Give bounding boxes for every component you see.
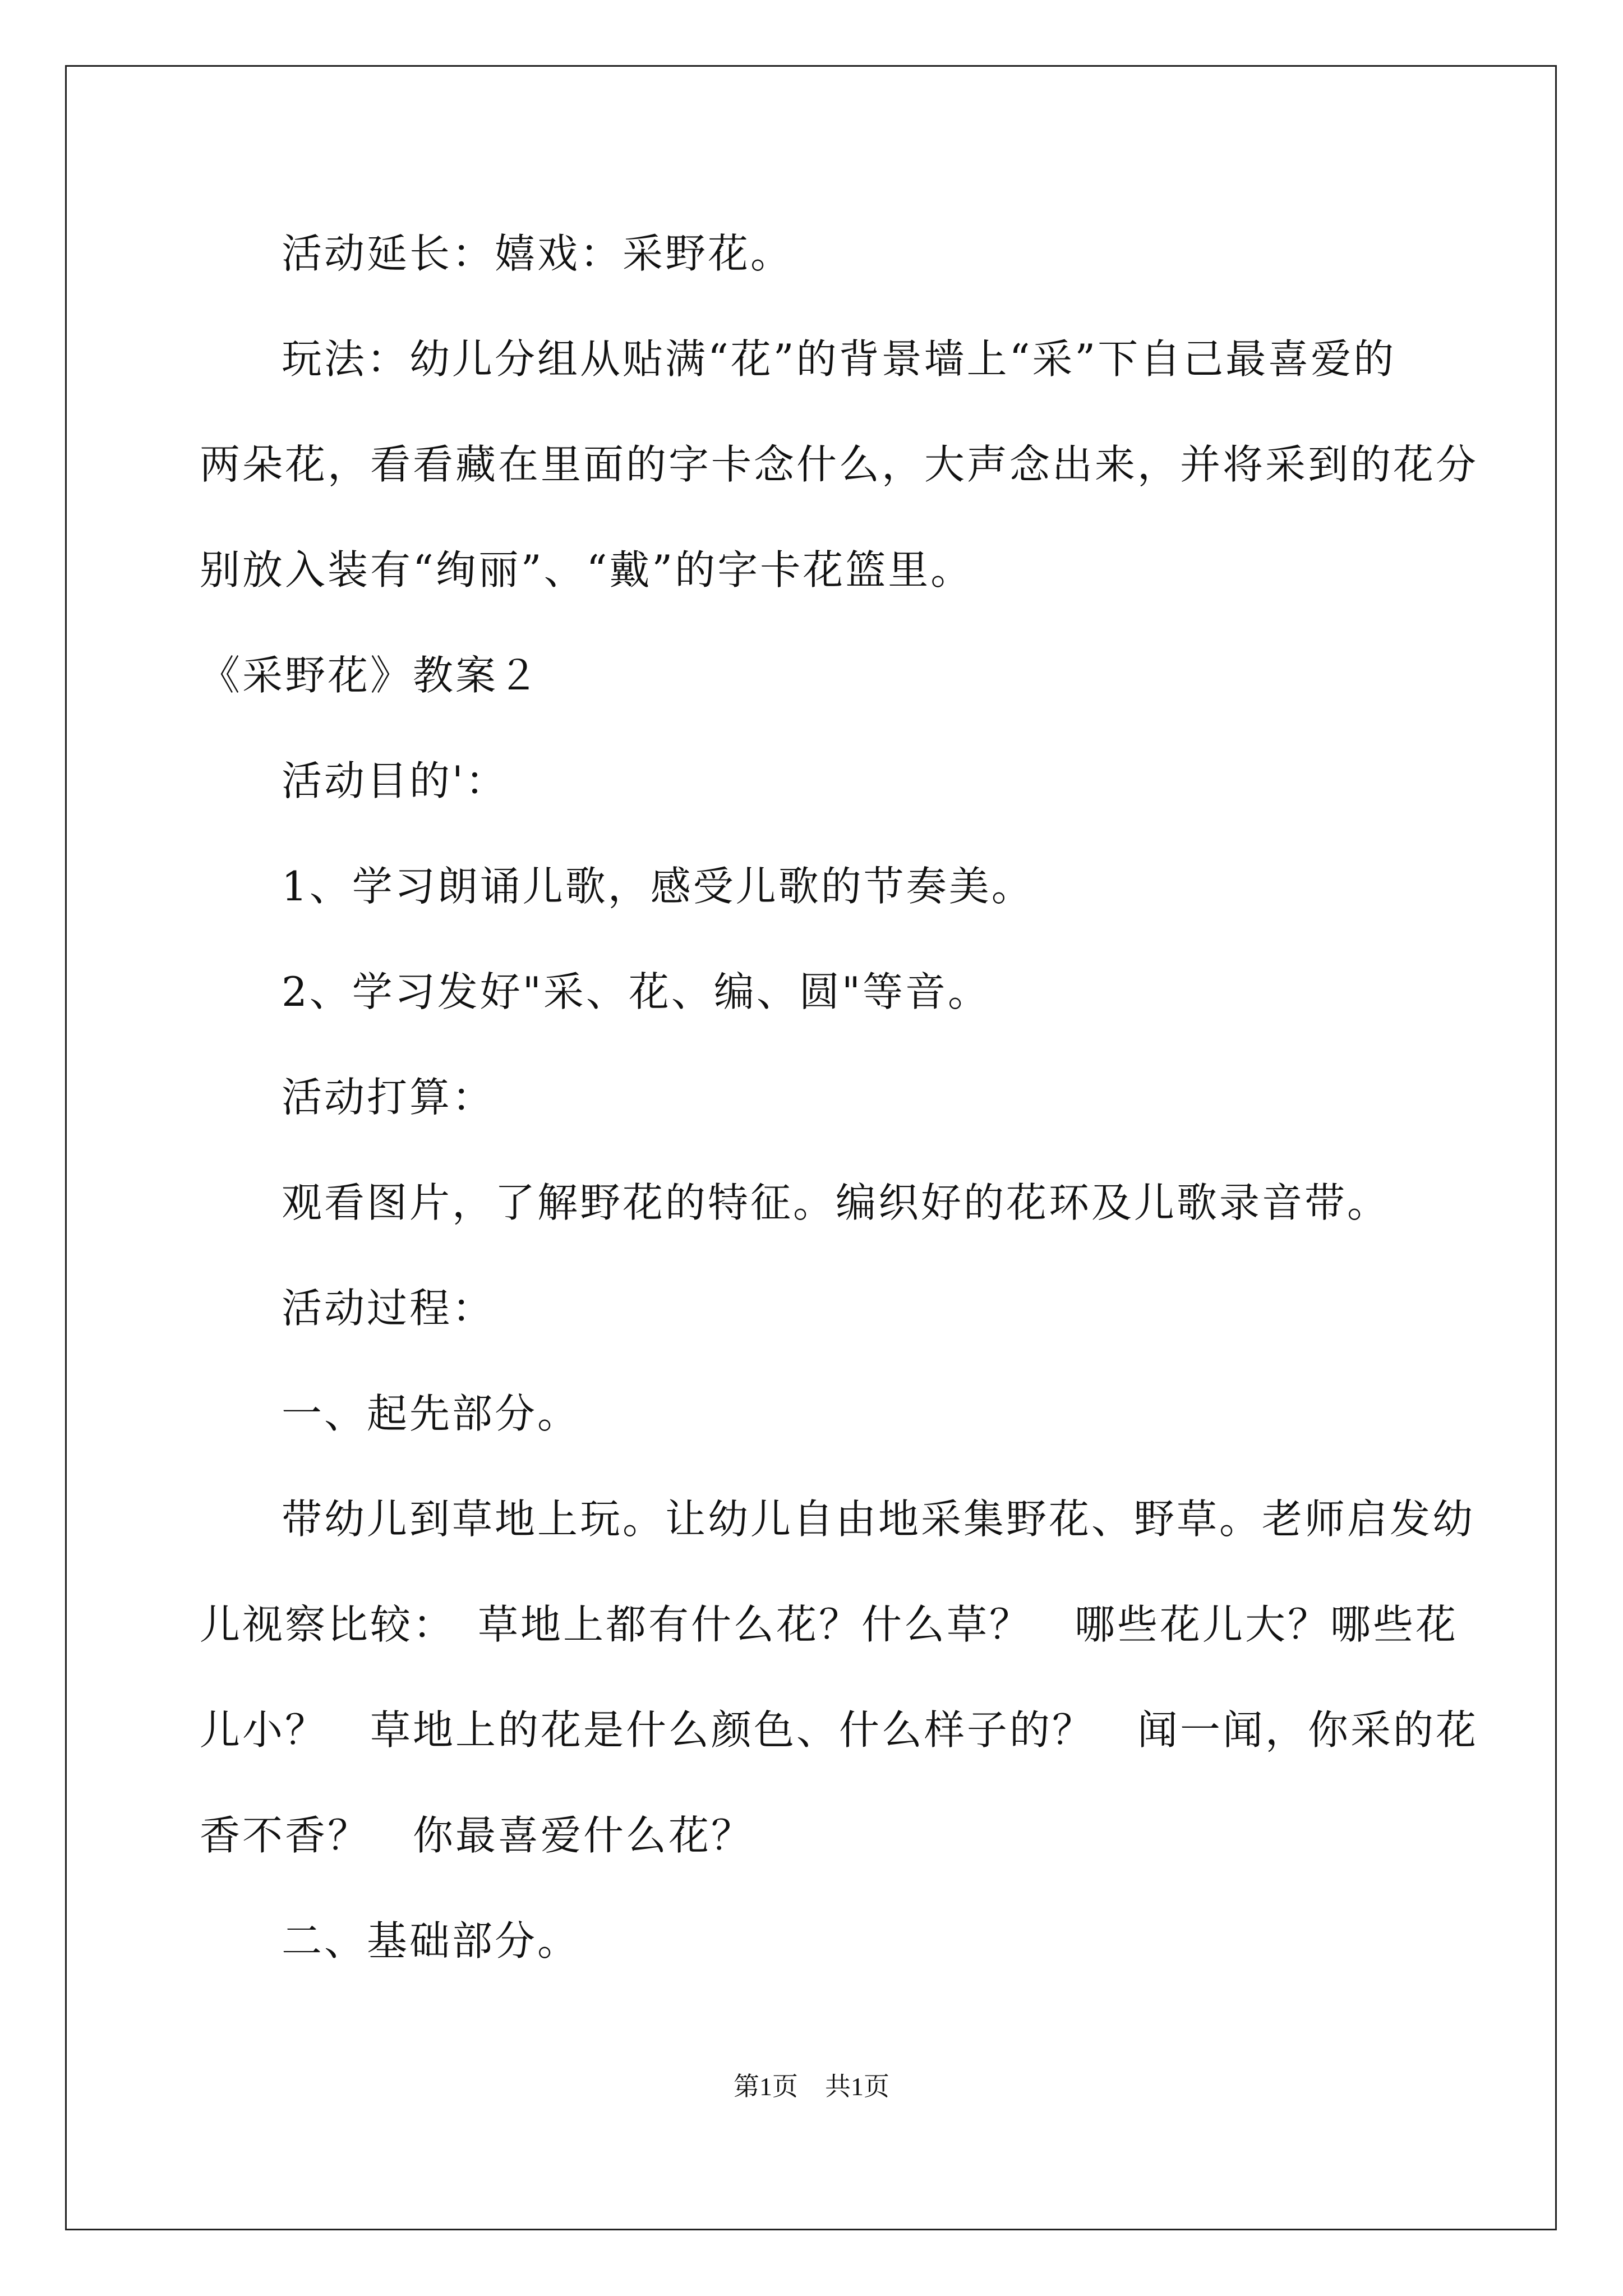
page-number: 第1页 <box>734 2072 798 2101</box>
goal-item-1: 1、学习朗诵儿歌，感受儿歌的节奏美。 <box>282 863 1034 910</box>
page-border <box>65 65 1557 2230</box>
paragraph-preparation: 观看图片，了解野花的特征。编织好的花环及儿歌录音带。 <box>282 1179 1390 1226</box>
page-total: 共1页 <box>825 2072 889 2101</box>
paragraph-play-method-line-3: 别放入装有“绚丽”、“戴”的字卡花篮里。 <box>200 546 974 593</box>
section-title: 《采野花》教案２ <box>200 652 541 699</box>
paragraph-part-one-line-3: 儿小？ 草地上的花是什么颜色、什么样子的？ 闻一闻，你采的花 <box>200 1706 1479 1754</box>
heading-activity-preparation: 活动打算： <box>282 1074 495 1121</box>
heading-activity-process: 活动过程： <box>282 1285 495 1332</box>
paragraph-part-one-line-1: 带幼儿到草地上玩。让幼儿自由地采集野花、野草。老师启发幼 <box>282 1496 1476 1543</box>
page-footer <box>0 2070 1623 2104</box>
paragraph-part-one-line-2: 儿视察比较： 草地上都有什么花？什么草？ 哪些花儿大？哪些花 <box>200 1601 1459 1648</box>
heading-activity-goal: 活动目的'： <box>282 757 508 804</box>
paragraph-part-one-line-4: 香不香？ 你最喜爱什么花？ <box>200 1812 754 1859</box>
goal-item-2: 2、学习发好"采、花、编、圆"等音。 <box>282 968 991 1015</box>
paragraph-play-method-line-2: 两朵花，看看藏在里面的字卡念什么，大声念出来，并将采到的花分 <box>200 441 1479 488</box>
paragraph-play-method-line-1: 玩法：幼儿分组从贴满“花”的背景墙上“采”下自己最喜爱的 <box>282 335 1396 383</box>
heading-part-one: 一、起先部分。 <box>282 1390 580 1437</box>
heading-part-two: 二、基础部分。 <box>282 1917 580 1964</box>
paragraph-activity-extension: 活动延长：嬉戏：采野花。 <box>282 230 794 277</box>
